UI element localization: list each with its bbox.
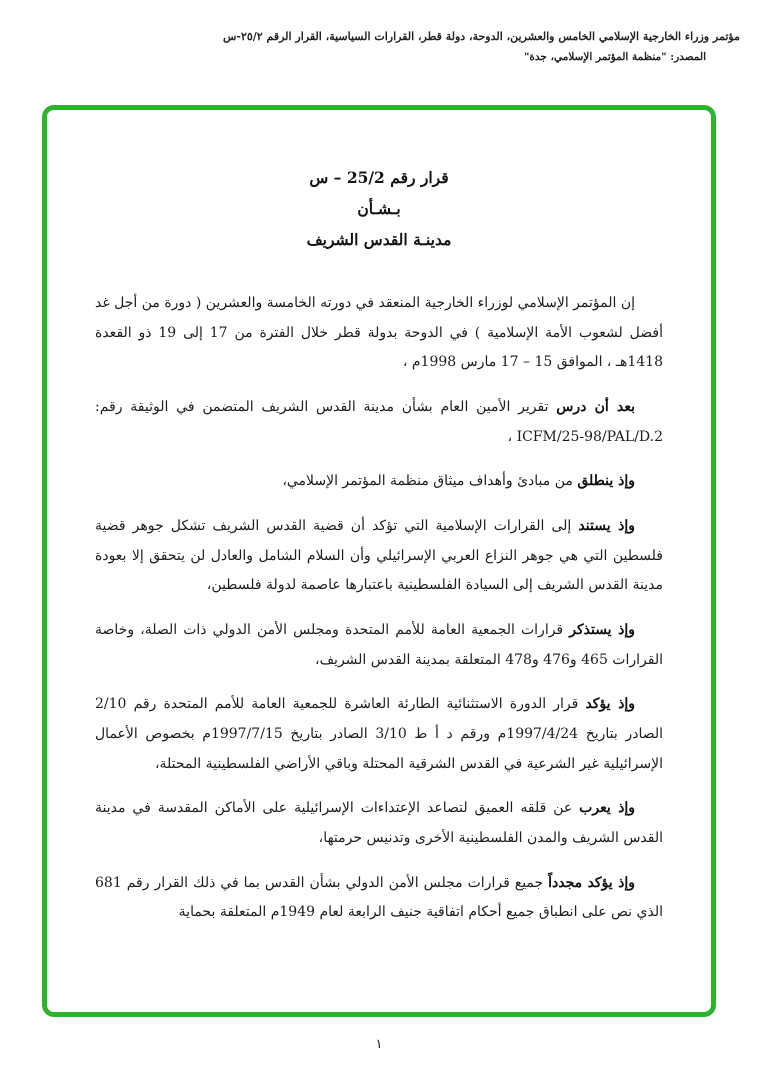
paragraph [95, 869, 663, 928]
paragraph-lead: بعد أن درس [556, 399, 635, 416]
paragraph-text: قرارات الجمعية العامة للأمم المتحدة ومجلس الأمن الدولي ذات الصلة، وخاصة القرارات 465 و476 و478 المتعلقة بمدينة القدس الشريف، [95, 622, 663, 668]
paragraph-lead: وإذ ينطلق [577, 473, 635, 490]
paragraph-lead: وإذ يعرب [579, 800, 635, 817]
paragraph-text: عن قلقه العميق لتصاعد الإعتداءات الإسرائيلية على الأماكن المقدسة في مدينة القدس الشريف والمدن الفلسطينية الأخرى وتدنيس حرمتها، [95, 800, 663, 847]
paragraph [95, 616, 663, 675]
header-source-line: المصدر: "منظمة المؤتمر الإسلامي، جدة" [523, 51, 706, 64]
paragraph-text: جميع قرارات مجلس الأمن الدولي بشأن القدس بما في ذلك القرار رقم 681 الذي نص على انطباق جميع أحكام اتفاقية جنيف الرابعة لعام 1949م المتعلقة بحماية [95, 874, 663, 921]
page-number: ١ [375, 1037, 383, 1052]
paragraph [95, 690, 663, 779]
paragraph-text: إن المؤتمر الإسلامي لوزراء الخارجية المنعقد في دورته الخامسة والعشرين ( دورة من أجل غد أفضل لشعوب الأمة الإسلامية ) في الدوحة بدولة قطر خلال الفترة من 17 إلى 19 ذو القعدة 1418هـ ، الموافق 15 – 17 مارس 1998م ، [95, 295, 663, 371]
paragraph [95, 393, 663, 452]
resolution-title-block [95, 162, 663, 255]
paragraph [95, 512, 663, 601]
header-citation-line: مؤتمر وزراء الخارجية الإسلامي الخامس والعشرين، الدوحة، دولة قطر، القرارات السياسية، القرار الرقم ٢٥/٢-س [222, 30, 740, 43]
paragraph-text: قرار الدورة الاستثنائية الطارئة العاشرة للجمعية العامة للأمم المتحدة رقم 2/10 الصادر بتاريخ 1997/4/24م ورقم د أ ط 3/10 الصادر بتاريخ 1997/7/15م بخصوص الأعمال الإسرائيلية غير الشرعية في القدس الشرقية المحتلة وباقي الأراضي الفلسطينية المحتلة، [95, 696, 664, 772]
paragraph-text: من مبادئ وأهداف ميثاق منظمة المؤتمر الإسلامي، [282, 473, 578, 490]
resolution-subject-title: مدينـة القدس الشريف [306, 230, 452, 249]
paragraph-preamble [95, 289, 663, 378]
document-frame [42, 105, 716, 1017]
resolution-number-title: قرار رقم 25/2 – س [309, 168, 449, 187]
resolution-body [95, 289, 663, 928]
resolution-regarding-label: بـشـأن [357, 199, 401, 218]
paragraph-lead: وإذ يستند [578, 518, 635, 535]
paragraph-lead: وإذ يؤكد مجدداً [548, 874, 635, 891]
paragraph [95, 467, 663, 497]
paragraph-lead: وإذ يستذكر [569, 622, 635, 639]
document-header [18, 26, 740, 68]
paragraph-lead: وإذ يؤكد [585, 696, 636, 713]
paragraph [95, 794, 663, 853]
paragraph-text: تقرير الأمين العام بشأن مدينة القدس الشريف المتضمن في الوثيقة رقم: ICFM/25-98/PAL/D.2 ، [95, 399, 663, 445]
paragraph-text: إلى القرارات الإسلامية التي تؤكد أن قضية القدس الشريف تشكل جوهر قضية فلسطين التي هي جوهر النزاع العربي الإسرائيلي وأن السلام الشامل والعادل لن يتحقق إلا بعودة مدينة القدس الشريف إلى السيادة الفلسطينية باعتبارها عاصمة لدولة فلسطين، [95, 518, 663, 594]
